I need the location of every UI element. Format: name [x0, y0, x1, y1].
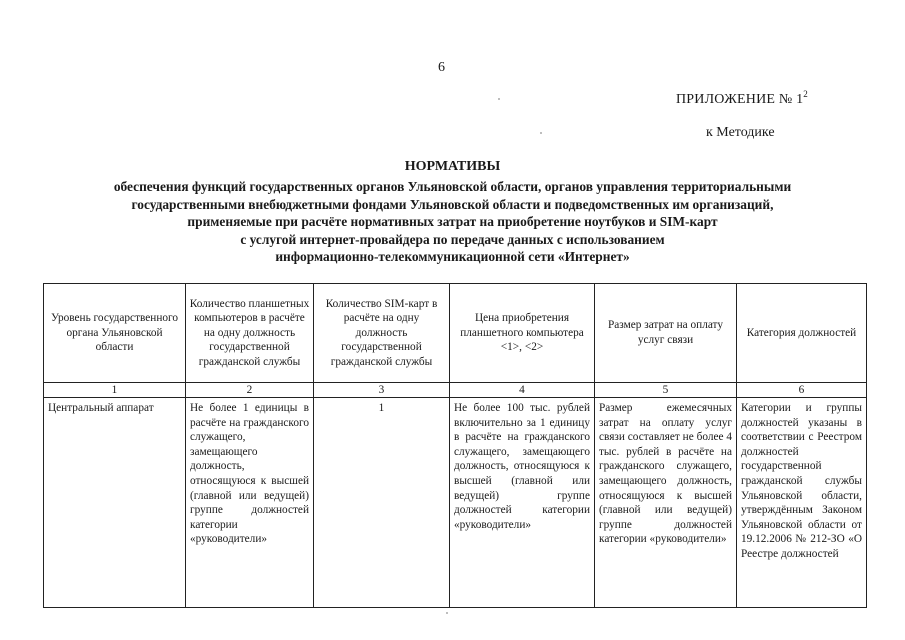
scan-speck — [446, 612, 448, 614]
column-number: 2 — [186, 383, 314, 398]
column-number: 3 — [314, 383, 450, 398]
cell-org-level: Центральный аппарат — [44, 398, 186, 608]
appendix-superscript: 2 — [803, 89, 808, 99]
column-number: 4 — [450, 383, 595, 398]
cell-communication-cost: Размер ежемесячных затрат на оплату услуг связи составляет не более 4 тыс. рублей в расчёте на гражданского служащего, замещающего должность, относящуюся к высшей (главной или ведущей) группе должностей категории «руководители» — [595, 398, 737, 608]
cell-position-category: Категории и группы должностей указаны в соответствии с Реестром должностей государственной гражданской службы Ульяновской области, утверждённым Законом Ульяновской области от 19.12.2006 № 212-ЗО «О Реестре должностей — [737, 398, 867, 608]
table-row — [44, 398, 867, 608]
column-number: 1 — [44, 383, 186, 398]
cell-tablet-price: Не более 100 тыс. рублей включительно за 1 единицу в расчёте на гражданского служащего, замещающего должность, относящуюся к высшей (главной или ведущей) группе должностей категории «руководители» — [450, 398, 595, 608]
header-org-level: Уровень государственного органа Ульяновской области — [44, 284, 186, 383]
subtitle-line: информационно-телекоммуникационной сети «Интернет» — [275, 249, 630, 265]
table-header-row — [44, 284, 867, 383]
column-number: 5 — [595, 383, 737, 398]
header-tablet-count: Количество планшетных компьютеров в расчёте на одну должность государственной гражданской службы — [186, 284, 314, 383]
column-number: 6 — [737, 383, 867, 398]
subtitle-line: с услугой интернет-провайдера по передаче данных с использованием — [240, 231, 665, 247]
column-number-row — [44, 383, 867, 398]
header-position-category: Категория должностей — [737, 284, 867, 383]
methodics-label: к Методике — [706, 125, 775, 140]
appendix-label-text: ПРИЛОЖЕНИЕ № 1 — [676, 92, 804, 107]
document-title: НОРМАТИВЫ — [404, 159, 501, 174]
scan-speck — [540, 132, 542, 134]
subtitle-line: применяемые при расчёте нормативных затрат на приобретение ноутбуков и SIM-карт — [187, 214, 718, 230]
document-subtitle — [40, 178, 865, 266]
page-number: 6 — [438, 60, 445, 75]
header-tablet-price: Цена приобретения планшетного компьютера <1>, <2> — [450, 284, 595, 383]
header-sim-count: Количество SIM-карт в расчёте на одну должность государственной гражданской службы — [314, 284, 450, 383]
cell-sim-count: 1 — [314, 398, 450, 608]
scan-speck — [498, 98, 500, 100]
cell-tablet-count: Не более 1 единицы в расчёте на гражданского служащего, замещающего должность, относящуюся к высшей (главной или ведущей) группе должностей категории «руководители» — [186, 398, 314, 608]
header-communication-cost: Размер затрат на оплату услуг связи — [595, 284, 737, 383]
norms-table — [43, 283, 867, 608]
subtitle-line: государственными внебюджетными фондами Ульяновской области и подведомственных им организаций, — [131, 196, 774, 212]
subtitle-line: обеспечения функций государственных органов Ульяновской области, органов управления территориальными — [113, 179, 792, 194]
appendix-label — [676, 89, 808, 108]
